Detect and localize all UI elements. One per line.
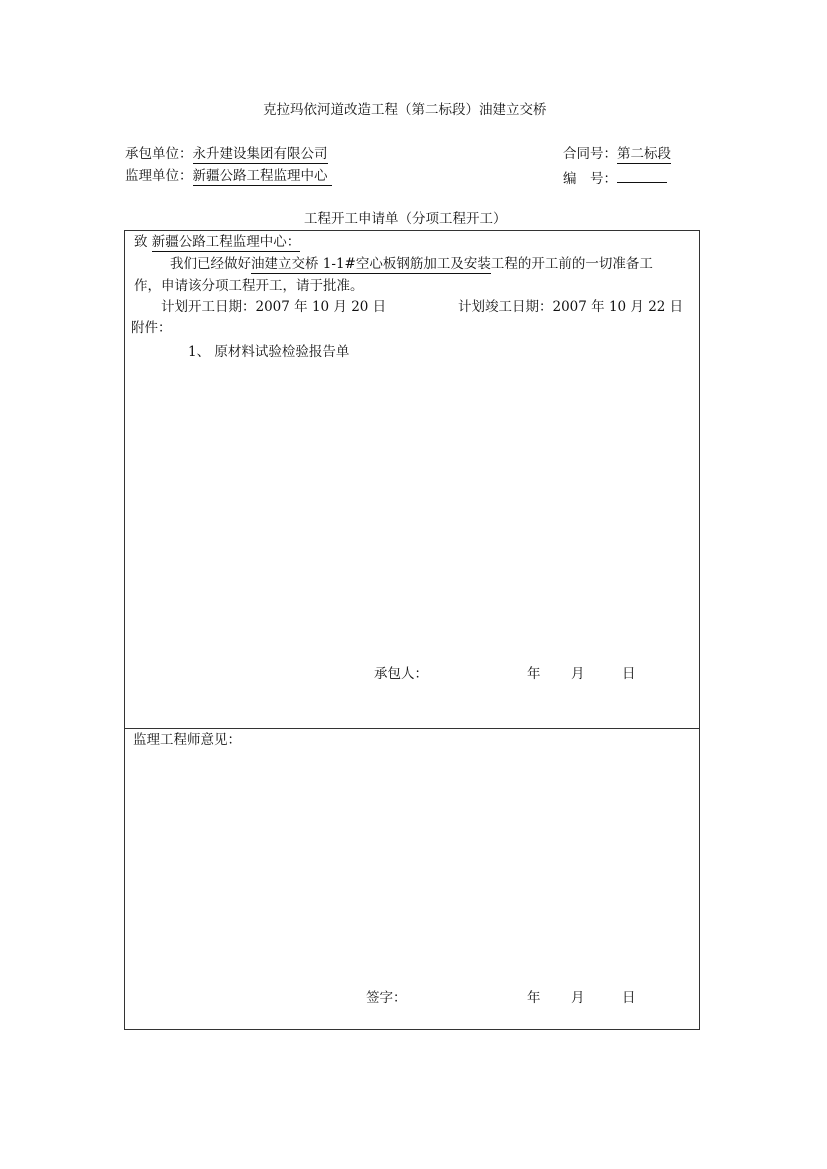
supervisor-row [125,170,332,184]
section-divider [124,728,700,729]
serial-blank [617,170,667,183]
engineer-sign-year: 年 [527,990,541,1006]
contractor-sign-month: 月 [571,666,585,682]
body-project: 油建立交桥 1-1#空心板钢筋加工及安装 [251,256,491,272]
engineer-opinion-label: 监理工程师意见： [133,732,241,748]
contract-no-value: 第二标段 [617,146,671,162]
contractor-sign-day: 日 [622,666,636,682]
contractor-value: 永升建设集团有限公司 [192,146,328,162]
contractor-row [125,148,328,162]
engineer-sign-month: 月 [571,990,585,1006]
body-suffix: 工程的开工前的一切准备工 [490,256,653,272]
attachment-item-1: 1、 原材料试验检验报告单 [188,344,350,360]
supervisor-value: 新疆公路工程监理中心 [192,168,332,184]
contractor-signature-label: 承包人： [374,666,428,682]
addressee-value: 新疆公路工程监理中心： [151,234,301,250]
contract-no-row [563,148,671,162]
supervisor-label: 监理单位： [125,168,193,184]
document-title: 克拉玛依河道改造工程（第二标段）油建立交桥 [263,102,547,118]
attachments-label: 附件： [131,320,172,336]
addressee-label: 致 [134,234,152,250]
form-title: 工程开工申请单（分项工程开工） [304,211,507,227]
contractor-sign-year: 年 [527,666,541,682]
body-prefix: 我们已经做好 [170,256,251,272]
engineer-signature-label: 签字： [366,990,407,1006]
plan-start-date: 计划开工日期：2007 年 10 月 20 日 [161,299,387,315]
serial-row [563,170,667,187]
engineer-sign-day: 日 [622,990,636,1006]
plan-end-date: 计划竣工日期：2007 年 10 月 22 日 [458,299,684,315]
contractor-label: 承包单位： [125,146,193,162]
addressee-row [134,236,300,250]
serial-label: 编 号： [563,171,617,187]
body-line-1 [170,258,653,272]
body-line-2: 作，申请该分项工程开工，请于批准。 [134,278,364,294]
contract-no-label: 合同号： [563,146,617,162]
